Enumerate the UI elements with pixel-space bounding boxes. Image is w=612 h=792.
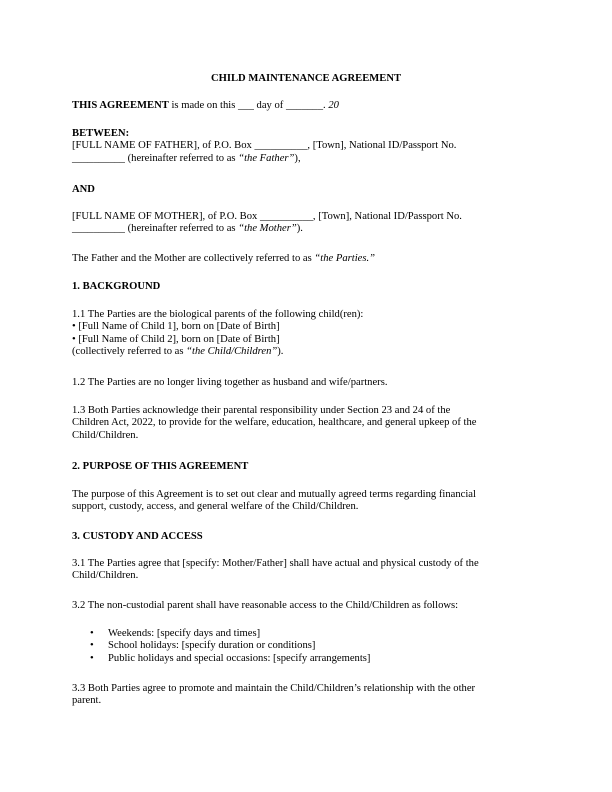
father-line-2-post: ), (294, 152, 301, 164)
clause-3-3-line-1: 3.3 Both Parties agree to promote and maintain the Child/Children’s relationship with the other (72, 683, 476, 694)
and-heading: AND (72, 184, 95, 195)
mother-line-2-pre: __________ (hereinafter referred to as (72, 223, 239, 235)
child-1-line: • [Full Name of Child 1], born on [Date of Birth] (72, 321, 280, 333)
parties-pre: The Father and the Mother are collectively referred to as (72, 253, 315, 264)
collective-quote: “the Child/Children” (186, 346, 278, 358)
mother-block (72, 211, 542, 236)
father-line-2-pre: __________ (hereinafter referred to as (72, 152, 239, 164)
clause-3-1-line-1: 3.1 The Parties agree that [specify: Mother/Father] shall have actual and physical custody of the (72, 558, 479, 569)
clause-3-1 (72, 558, 542, 583)
father-quote: “the Father” (238, 152, 295, 164)
collective-pre: (collectively referred to as (72, 346, 187, 358)
clause-3-2: 3.2 The non-custodial parent shall have reasonable access to the Child/Children as follows: (72, 600, 459, 611)
mother-line-2 (72, 223, 542, 235)
access-public-holidays: Public holidays and special occasions: [specify arrangements] (108, 652, 371, 664)
list-item (72, 628, 542, 640)
agreement-intro (72, 100, 542, 112)
mother-line-1: [FULL NAME OF MOTHER], of P.O. Box __________, [Town], National ID/Passport No. (72, 211, 462, 222)
between-heading: BETWEEN: (72, 128, 130, 139)
section-2-heading: 2. PURPOSE OF THIS AGREEMENT (72, 461, 249, 472)
clause-1-2: 1.2 The Parties are no longer living together as husband and wife/partners. (72, 377, 388, 388)
parties-quote: “the Parties.” (314, 253, 375, 264)
mother-line-2-post: ). (296, 223, 303, 235)
bullet-glyph: • (90, 652, 94, 664)
access-weekends: Weekends: [specify days and times] (108, 628, 261, 639)
bullet-glyph: • (90, 640, 94, 652)
purpose-paragraph (72, 489, 542, 514)
father-line-2 (72, 153, 542, 165)
purpose-line-2: support, custody, access, and general welfare of the Child/Children. (72, 501, 359, 513)
clause-3-1-line-2: Child/Children. (72, 570, 139, 582)
father-line-1: [FULL NAME OF FATHER], of P.O. Box __________, [Town], National ID/Passport No. (72, 140, 457, 152)
clause-1-3-line-3: Child/Children. (72, 429, 139, 441)
clause-1-1-intro: 1.1 The Parties are the biological parents of the following child(ren): (72, 309, 364, 320)
child-2-line: • [Full Name of Child 2], born on [Date of Birth] (72, 333, 280, 345)
collective-post: ). (277, 346, 284, 358)
children-collective-line (72, 346, 542, 358)
list-item (72, 640, 542, 652)
document-title: CHILD MAINTENANCE AGREEMENT (210, 73, 402, 84)
clause-3-3-line-2: parent. (72, 695, 102, 707)
parties-definition (72, 253, 542, 265)
clause-1-1 (72, 309, 542, 359)
clause-1-3-line-1: 1.3 Both Parties acknowledge their parental responsibility under Section 23 and 24 of the (72, 405, 451, 416)
section-1-heading: 1. BACKGROUND (72, 281, 161, 292)
clause-3-3 (72, 683, 542, 708)
intro-text: is made on this ___ day of _______. (168, 100, 329, 111)
section-3-heading: 3. CUSTODY AND ACCESS (72, 531, 203, 542)
access-school-holidays: School holidays: [specify duration or conditions] (108, 640, 316, 652)
clause-1-3 (72, 405, 542, 442)
clause-1-3-line-2: Children Act, 2022, to provide for the welfare, education, healthcare, and general upkeep of the (72, 417, 477, 429)
access-list (72, 628, 542, 665)
between-block (72, 128, 542, 165)
intro-year: 20 (328, 100, 339, 111)
bullet-glyph: • (90, 628, 94, 639)
list-item (72, 653, 542, 665)
mother-quote: “the Mother” (238, 223, 297, 235)
purpose-line-1: The purpose of this Agreement is to set out clear and mutually agreed terms regarding financial (72, 489, 476, 500)
intro-lead: THIS AGREEMENT (72, 100, 169, 111)
